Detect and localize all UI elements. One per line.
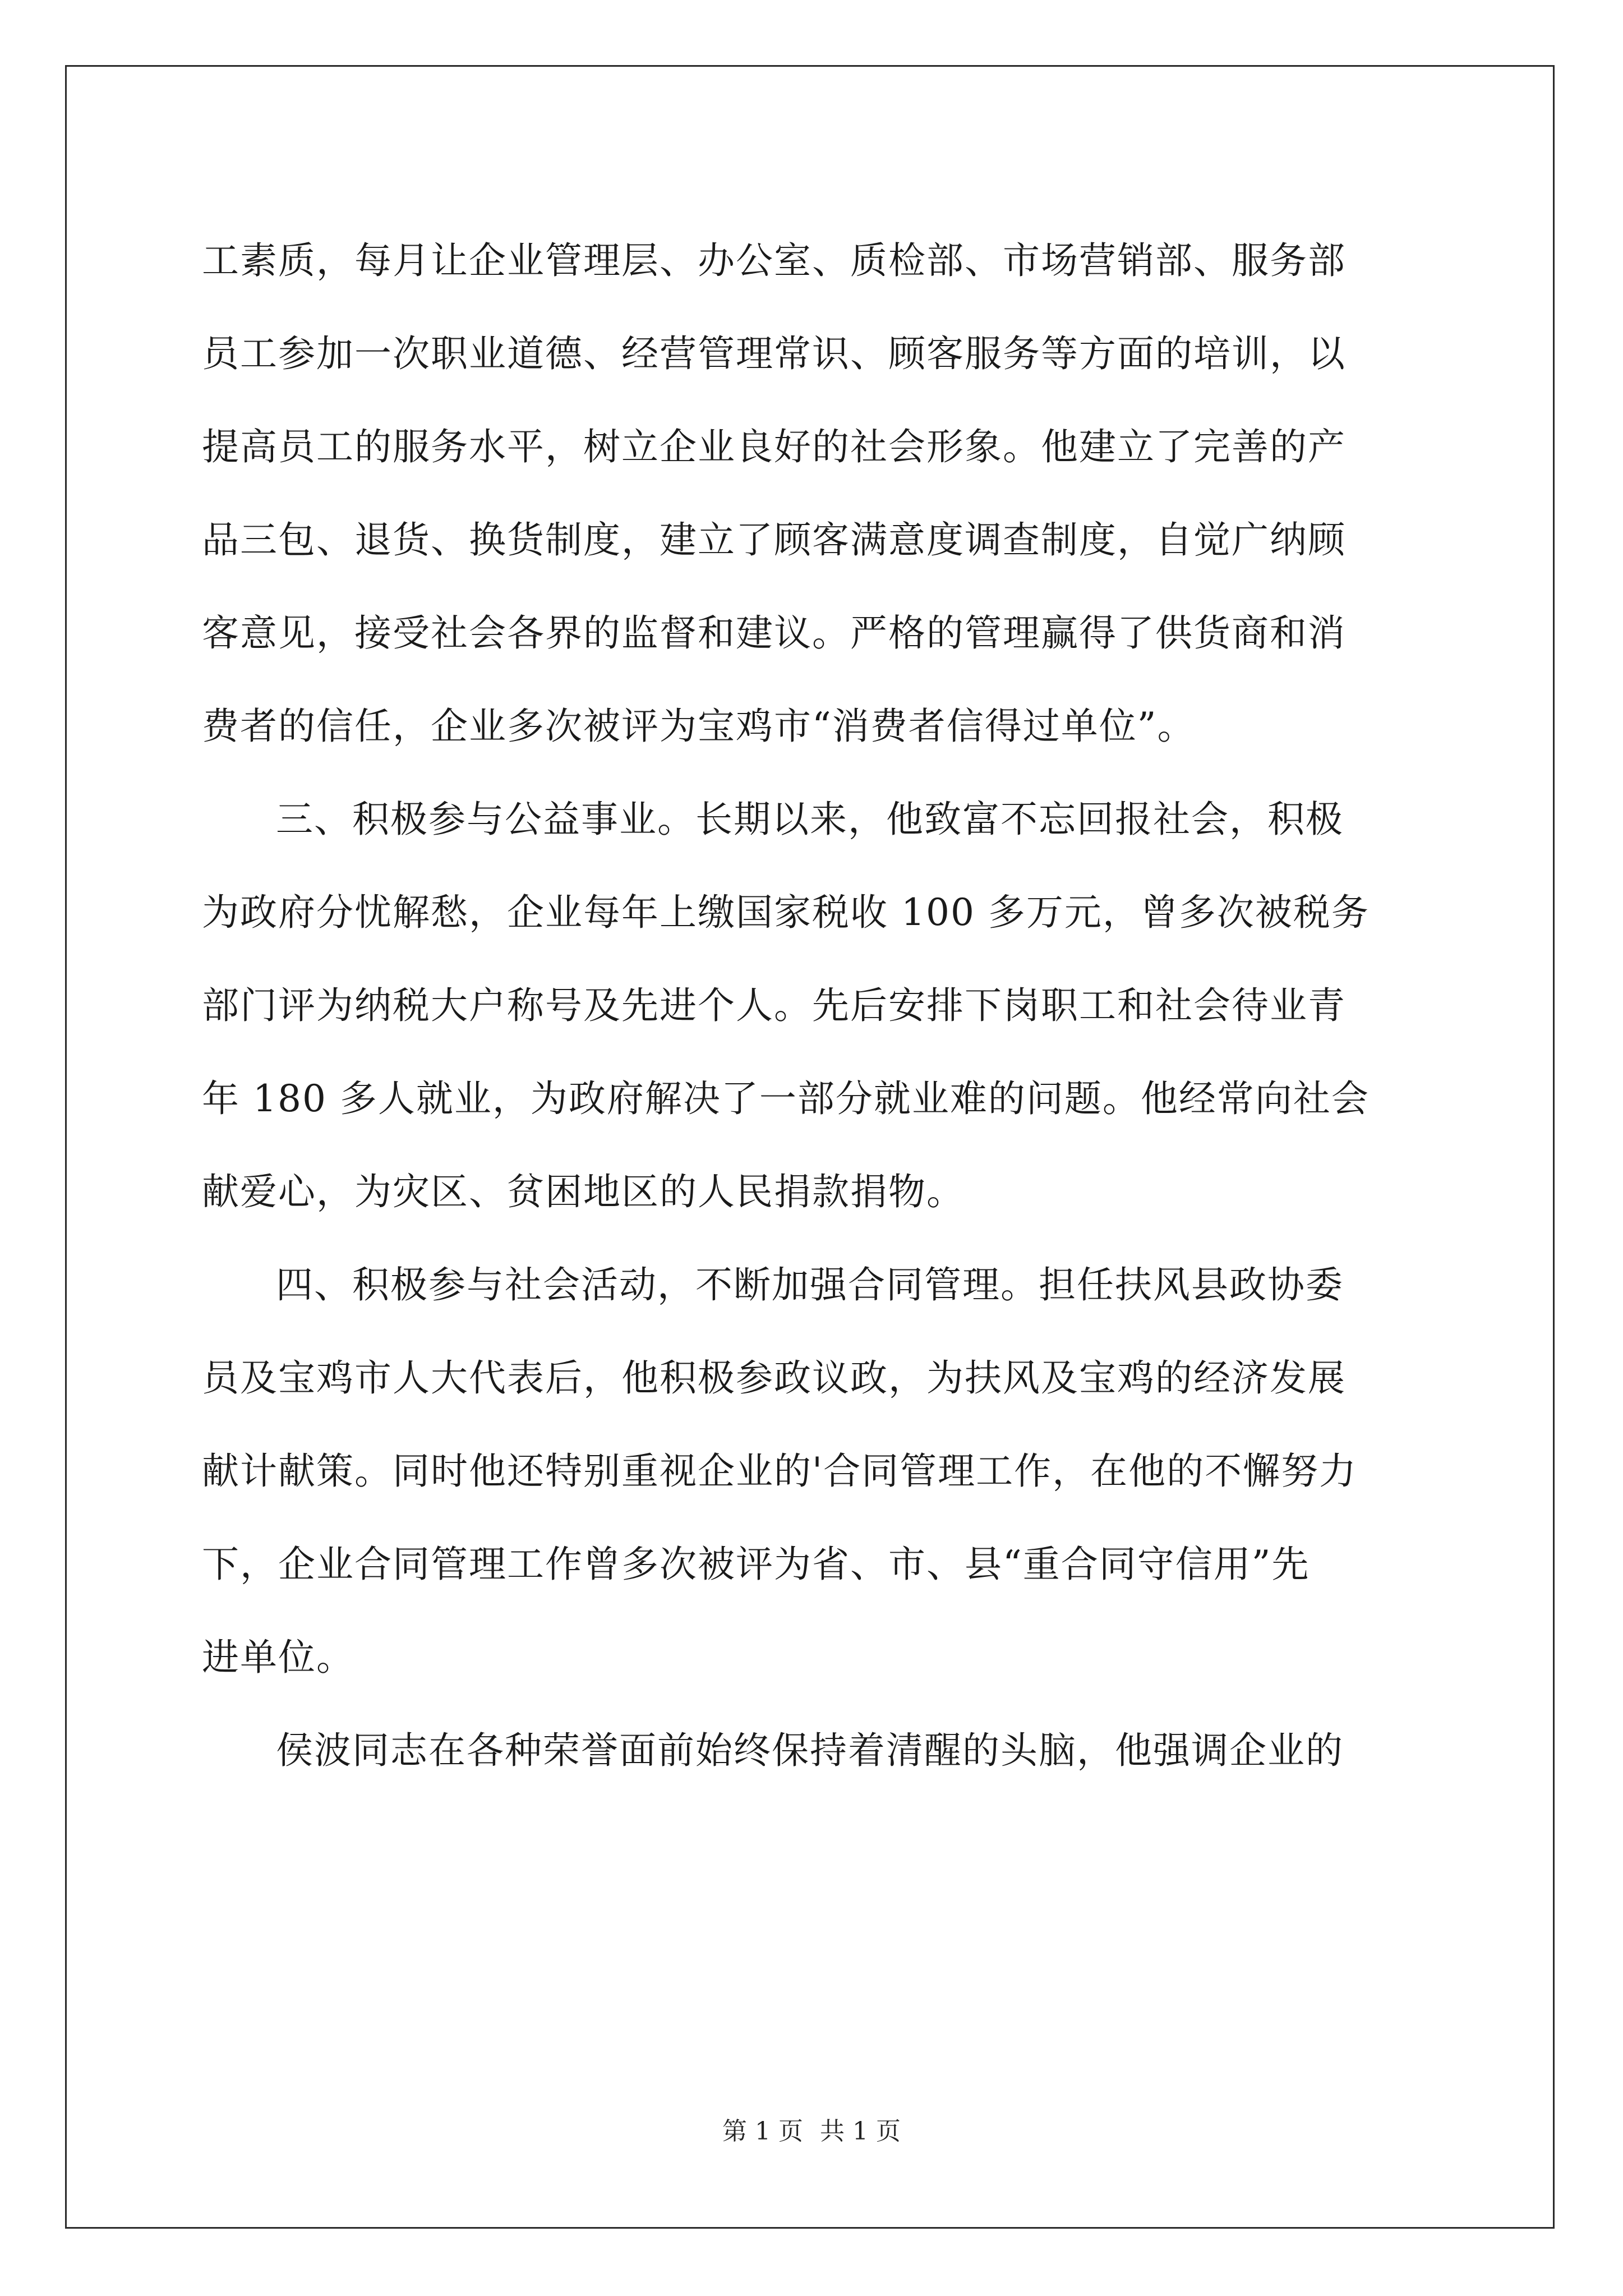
paragraph xyxy=(202,1704,1424,1797)
paragraph xyxy=(202,214,1424,773)
text-line: 客意见，接受社会各界的监督和建议。严格的管理赢得了供货商和消 xyxy=(202,611,1346,655)
page-number: 第 1 页 xyxy=(722,2117,803,2146)
text-line: 部门评为纳税大户称号及先进个人。先后安排下岗职工和社会待业青 xyxy=(202,984,1346,1027)
text-line: 为政府分忧解愁，企业每年上缴国家税收 100 多万元，曾多次被税务 xyxy=(202,891,1370,934)
paragraph xyxy=(202,1239,1424,1704)
page-footer xyxy=(0,2115,1623,2148)
text-line: 四、积极参与社会活动，不断加强合同管理。担任扶风县政协委 xyxy=(276,1263,1344,1306)
text-line: 费者的信任，企业多次被评为宝鸡市“消费者信得过单位”。 xyxy=(202,705,1196,748)
page-total: 共 1 页 xyxy=(820,2117,901,2146)
document-body xyxy=(202,214,1424,1797)
paragraph xyxy=(202,773,1424,1239)
text-line: 工素质，每月让企业管理层、办公室、质检部、市场营销部、服务部 xyxy=(202,239,1346,282)
text-line: 年 180 多人就业，为政府解决了一部分就业难的问题。他经常向社会 xyxy=(202,1077,1370,1120)
text-line: 进单位。 xyxy=(202,1636,354,1679)
text-line: 提高员工的服务水平，树立企业良好的社会形象。他建立了完善的产 xyxy=(202,425,1346,468)
text-line: 员及宝鸡市人大代表后，他积极参政议政，为扶风及宝鸡的经济发展 xyxy=(202,1356,1346,1400)
text-line: 三、积极参与公益事业。长期以来，他致富不忘回报社会，积极 xyxy=(276,798,1344,841)
text-line: 献爱心，为灾区、贫困地区的人民捐款捐物。 xyxy=(202,1170,965,1213)
text-line: 献计献策。同时他还特别重视企业的'合同管理工作，在他的不懈努力 xyxy=(202,1450,1358,1493)
text-line: 品三包、退货、换货制度，建立了顾客满意度调查制度，自觉广纳顾 xyxy=(202,518,1346,562)
text-line: 侯波同志在各种荣誉面前始终保持着清醒的头脑，他强调企业的 xyxy=(276,1729,1344,1772)
text-line: 下，企业合同管理工作曾多次被评为省、市、县“重合同守信用”先 xyxy=(202,1543,1310,1586)
text-line: 员工参加一次职业道德、经营管理常识、顾客服务等方面的培训，以 xyxy=(202,332,1346,375)
